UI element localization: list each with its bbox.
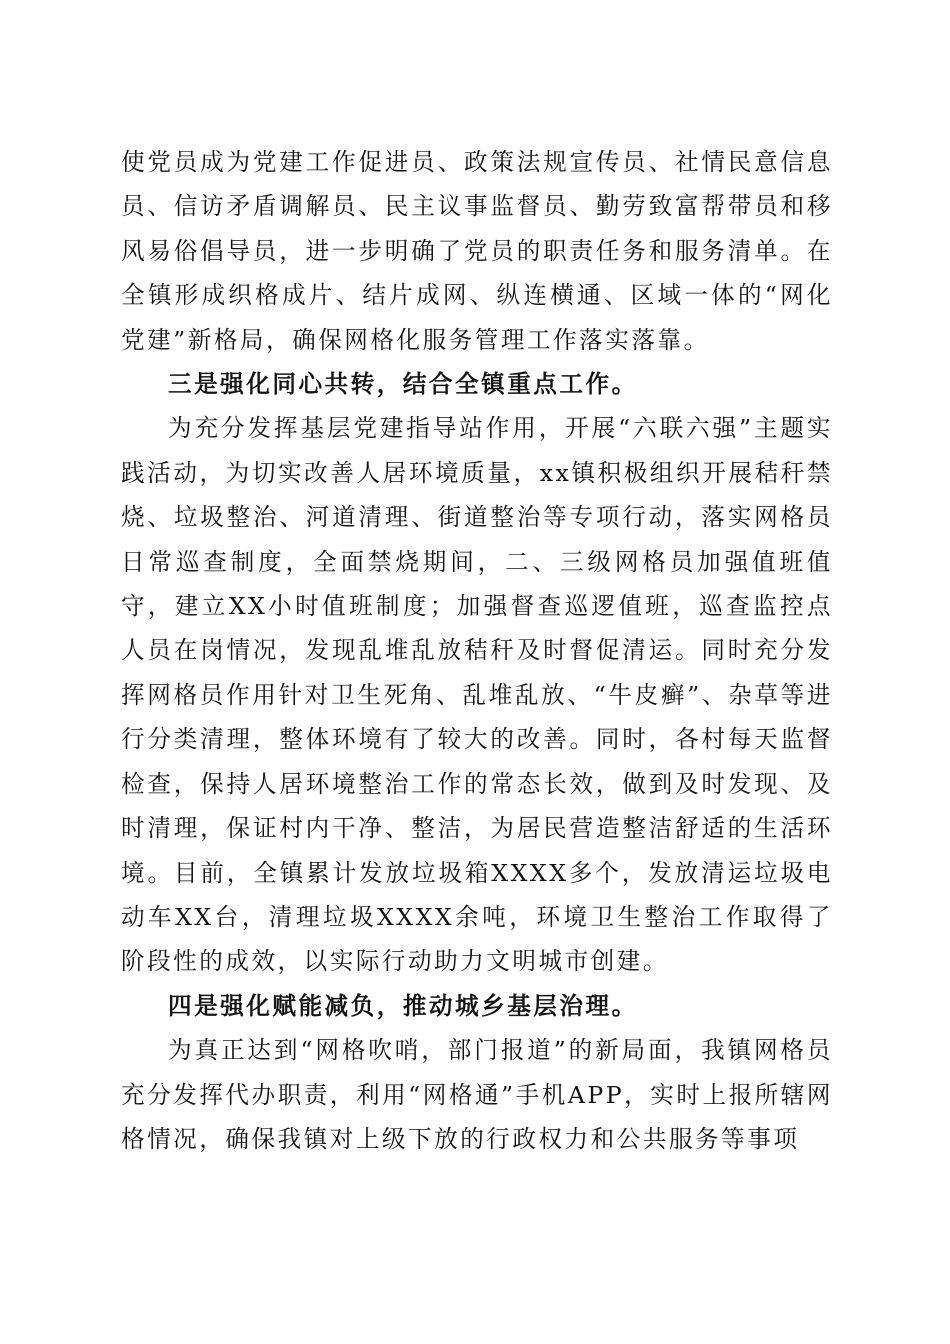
document-body <box>121 140 833 1161</box>
heading-section-four: 四是强化赋能减负，推动城乡基层治理。 <box>168 991 638 1020</box>
paragraph-grid-empowerment: 为真正达到“网格吹哨，部门报道”的新局面，我镇网格员充分发挥代办职责，利用“网格通”手机APP，实时上报所辖网格情况，确保我镇对上级下放的行政权力和公共服务等事项 <box>121 1036 833 1153</box>
heading-section-three: 三是强化同心共转，结合全镇重点工作。 <box>168 370 638 399</box>
paragraph-environment-rectification: 为充分发挥基层党建指导站作用，开展“六联六强”主题实践活动，为切实改善人居环境质量，xx镇积极组织开展秸秆禁烧、垃圾整治、河道清理、街道整治等专项行动，落实网格员日常巡查制度，全面禁烧期间，二、三级网格员加强值班值守，建立XX小时值班制度；加强督查巡逻值班，巡查监控点人员在岗情况，发现乱堆乱放秸秆及时督促清运。同时充分发挥网格员作用针对卫生死角、乱堆乱放、“牛皮癣”、杂草等进行分类清理，整体环境有了较大的改善。同时，各村每天监督检查，保持人居环境整治工作的常态长效，做到及时发现、及时清理，保证村内干净、整洁，为居民营造整洁舒适的生活环境。目前，全镇累计发放垃圾箱XXXX多个，发放清运垃圾电动车XX台，清理垃圾XXXX余吨，环境卫生整治工作取得了阶段性的成效，以实际行动助力文明城市创建。 <box>121 414 833 976</box>
paragraph-party-members-roles: 使党员成为党建工作促进员、政策法规宣传员、社情民意信息员、信访矛盾调解员、民主议事监督员、勤劳致富帮带员和移风易俗倡导员，进一步明确了党员的职责任务和服务清单。在全镇形成织格成片、结片成网、纵连横通、区域一体的“网化党建”新格局，确保网格化服务管理工作落实落靠。 <box>121 148 833 354</box>
